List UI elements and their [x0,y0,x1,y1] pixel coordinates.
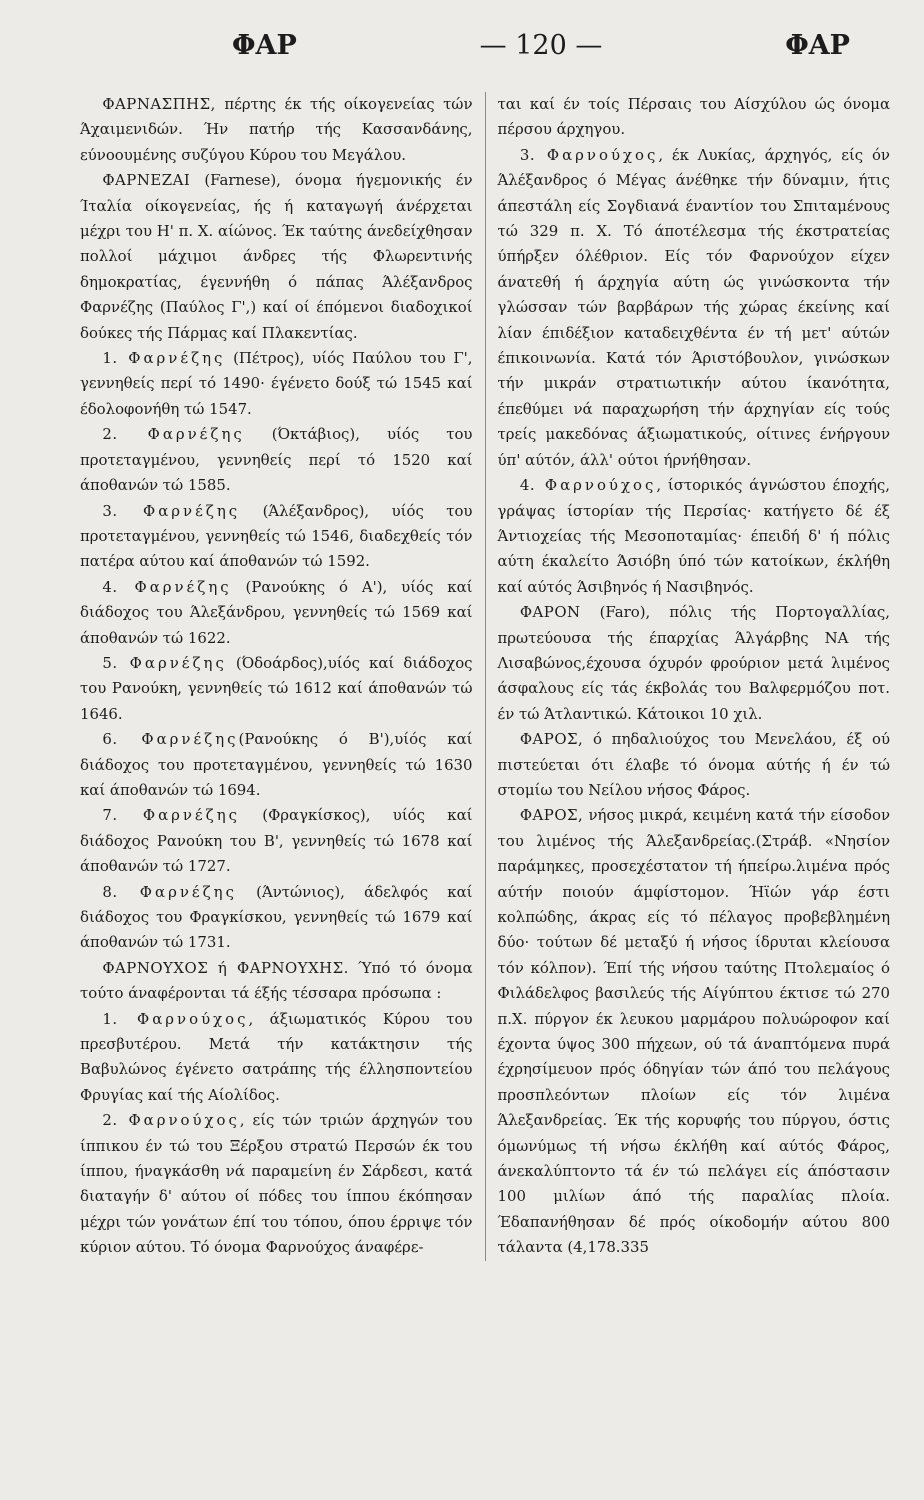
entry-text: (Faro), πόλις τής Πορτογαλλίας, πρωτεύουσα τής έπαρχίας Άλγάρβης ΝΑ τής Λισαβώνος,έχουσα όχυρόν φρούριον μετά λιμένος άσφαλους είς τάς έκβολάς του Βαλφερμόζου ποτ. έν τώ Άτλαντικώ. Κάτοικοι 10 χιλ. [497,603,890,723]
entry-text: , είς τών τριών άρχηγών του ίππικου έν τώ του Ξέρξου στρατώ Περσών έκ του ίππου, ήναγκάσθη νά παραμείνη έν Σάρδεσι, κατά διαταγήν δ' αύτου οί πόδες του ίππου έκόπησαν μέχρι τών γονάτων έπί του τόπου, όπου έρριψε τόν κύριον αύτου. Τό όνομα Φαρνούχος άναφέρε- [80,1111,473,1257]
entry-headword: ΦΑΡΟΝ [519,603,581,622]
entry-headword: 5. [102,653,118,672]
dictionary-entry [498,473,891,600]
dictionary-entry [80,956,473,1007]
entry-headword: 8. [102,882,118,901]
entry-text: (Όδοάρδος),υίός καί διάδοχος του Ρανούκη, γεννηθείς τώ 1612 καί άποθανών τώ 1646. [80,653,473,723]
entry-text: πέρτης έκ τής οίκογενείας τών Άχαιμενιδών. Ήν πατήρ τής Κασσανδάνης, εύνοουμένης συζύγου Κύρου του Μεγάλου. [80,95,473,164]
entry-headword: 1. [102,349,118,368]
dictionary-entry [80,1108,473,1260]
dictionary-entry [80,1007,473,1109]
entry-name: Φαρνέζης [117,349,226,368]
entry-text: (Άλέξανδρος), υίός του προτεταγμένου, γεννηθείς τώ 1546, διαδεχθείς τόν πατέρα αύτου καί άποθανών τώ 1592. [80,501,473,571]
entry-text: Ύπό τό όνομα τούτο άναφέρονται τά έξής τέσσαρα πρόσωπα : [80,958,473,1003]
entry-text: (Άντώνιος), άδελφός καί διάδοχος του Φραγκίσκου, γεννηθείς τώ 1679 καί άποθανών τώ 1731. [80,882,473,952]
dictionary-entry [80,92,473,168]
entry-text: (Πέτρος), υίός Παύλου του Γ', γεννηθείς περί τό 1490· έγένετο δούξ τώ 1545 καί έδολοφονήθη τώ 1547. [80,349,473,418]
dictionary-entry [80,499,473,575]
entry-text: , ίστορικός άγνώστου έποχής, γράψας ίστορίαν τής Περσίας· κατήγετο δέ έξ Άντιοχείας τής Μεσοποταμίας· έπειδή δ' ή πόλις αύτη έκαλείτο Άσιόβη ύπό τών κατοίκων, έκλήθη καί αύτός Άσιβηνός ή Νασιβηνός. [497,476,890,596]
entry-headword: 2. [102,1111,118,1130]
entry-name: Φαρνούχος [117,1111,240,1130]
entry-text: , άξιωματικός Κύρου του πρεσβυτέρου. Μετά τήν κατάκτησιν τής Βαβυλώνος έγένετο σατράπης τής έλλησποντείου Φρυγίας καί τής Αίολίδος. [80,1009,473,1104]
entry-headword: 7. [102,806,118,825]
dictionary-entry [498,600,891,727]
entry-headword: ΦΑΡΝΟΥΧΟΣ ή ΦΑΡΝΟΥΧΗΣ. [102,958,349,977]
entry-name: Φαρνέζης [117,577,232,596]
left-column [80,92,486,1261]
dictionary-entry [498,92,891,143]
dictionary-entry [80,422,473,498]
entry-headword: 1. [102,1009,118,1028]
entry-text: (Ρανούκης ό Α'), υίός καί διάδοχος του Άλεξάνδρου, γεννηθείς τώ 1569 καί άποθανών τώ 1622. [80,577,473,647]
dictionary-entry [80,575,473,651]
text-columns [80,92,890,1261]
dictionary-entry [498,803,891,1260]
entry-name: Φαρνέζης [117,653,227,672]
entry-name: Φαρνούχος [535,476,657,495]
dictionary-entry [498,143,891,473]
header-left-guideword: ΦΑΡ [232,30,297,61]
entry-headword: 3. [519,145,536,164]
entry-text: (Φραγκίσκος), υίός καί διάδοχος Ρανούκη του Β', γεννηθείς τώ 1678 καί άποθανών τώ 1727. [80,806,473,876]
dictionary-entry [80,803,473,879]
entry-headword: ΦΑΡΝΕΖΑΙ [102,171,191,190]
entry-text: (Farnese), όνομα ήγεμονικής έν Ίταλία οίκογενείας, ής ή καταγωγή άνέρχεται μέχρι του Η' π. Χ. αίώνος. Έκ ταύτης άνεδείχθησαν πολλοί μάχιμοι άνδρες τής Φλωρεντινής δημοκρατίας, έγεννήθη ό πάπας Άλέξανδρος Φαρνέζης (Παύλος Γ',) καί οί έπόμενοι διαδοχικοί δούκες τής Πάρμας καί Πλακεντίας. [80,171,473,342]
entry-headword: 4. [102,577,118,596]
entry-name: Φαρνούχος [535,145,659,164]
entry-headword: 6. [102,730,118,749]
entry-headword: ΦΑΡΟΣ, [519,730,584,749]
page-number: — 120 — [479,30,603,61]
entry-name: Φαρνέζης [117,806,240,825]
entry-headword: ΦΑΡΟΣ, [519,806,584,825]
entry-name: Φαρνέζης [117,425,245,444]
entry-text: ται καί έν τοίς Πέρσαις του Αίσχύλου ώς όνομα πέρσου άρχηγου. [497,95,890,139]
dictionary-entry [80,651,473,727]
entry-name: Φαρνέζης [117,501,241,520]
entry-text: ό πηδαλιούχος του Μενελάου, έξ ού πιστεύεται ότι έλαβε τό όνομα αύτής ή έν τώ στομίω του Νείλου νήσος Φάρος. [497,730,890,799]
entry-headword: ΦΑΡΝΑΣΠΗΣ, [102,95,216,113]
entry-headword: 2. [102,425,118,444]
entry-text: νήσος μικρά, κειμένη κατά τήν είσοδον του λιμένος τής Άλεξανδρείας.(Στράβ. «Νησίον παράμηκες, προσεχέστατον τή ήπείρω.λιμένα πρός αύτήν ποιούν άμφίστομον. Ήϊών γάρ έστι κολπώδης, άκρας είς τό πέλαγος προβεβλημένη δύο· τούτων δέ μεταξύ ή νήσος ίδρυται κλείουσα τόν κόλπον). Έπί τής νήσου ταύτης Πτολεμαίος ό Φιλάδελφος βασιλεύς τής Αίγύπτου έκτισε τώ 270 π.Χ. πύργον έκ λευκου μαρμάρου πολυώροφον καί έχοντα ύψος 300 πήχεων, ού τά άναπτόμενα πυρά έχρησίμευον πρός όδηγίαν τών άπό του πελάγους προσπλεόντων πλοίων είς τόν λιμένα Άλεξανδρείας. Έκ τής κορυφής του πύργου, όστις όμωνύμως τή νήσω έκλήθη καί αύτός Φάρος, άνεκαλύπτοντο τά έν τώ πελάγει είς άπόστασιν 100 μιλίων άπό τής παραλίας πλοία. Έδαπανήθησαν δέ πρός οίκοδομήν αύτου 800 τάλαντα (4,178.335 [497,806,890,1257]
entry-name: Φαρνέζης [117,730,239,749]
entry-name: Φαρνούχος [117,1009,249,1028]
dictionary-entry [80,880,473,956]
running-header [80,30,890,82]
entry-text: (Όκτάβιος), υίός του προτεταγμένου, γεννηθείς περί τό 1520 καί άποθανών τώ 1585. [80,425,473,495]
dictionary-entry [80,346,473,422]
dictionary-entry [80,168,473,346]
entry-headword: 3. [102,501,118,520]
entry-text: (Ρανούκης ό Β'),υίός καί διάδοχος του προτεταγμένου, γεννηθείς τώ 1630 καί άποθανών τώ 1694. [80,730,473,799]
header-right-guideword: ΦΑΡ [785,30,850,61]
entry-name: Φαρνέζης [117,882,237,901]
entry-text: , έκ Λυκίας, άρχηγός, είς όν Άλέξανδρος ό Μέγας άνέθηκε τήν δύναμιν, ήτις άπεστάλη είς Σογδιανά έναντίον του Σπιταμένους τώ 329 π. Χ. Τό άποτέλεσμα τής έκστρατείας ύπήρξεν όλέθριον. Είς τόν Φαρνούχον είχεν άνατεθή ή άρχηγία αύτη ώς γινώσκοντα τήν γλώσσαν τών βαρβάρων τής χώρας έκείνης καί λίαν έπιδέξιον καταδειχθέντα έν τή μετ' αύτών έπικοινωνία. Κατά τόν Άριστόβουλον, γινώσκων τήν μικράν στρατιωτικήν αύτου ίκανότητα, έπεθύμει νά παραχωρήση τήν άρχηγίαν είς τούς τρείς μακεδόνας άξιωματικούς, οίτινες ένήργουν ύπ' αύτόν, άλλ' ούτοι ήρνήθησαν. [497,145,890,469]
right-column [486,92,891,1261]
dictionary-entry [498,727,891,803]
entry-headword: 4. [519,476,536,495]
dictionary-entry [80,727,473,803]
